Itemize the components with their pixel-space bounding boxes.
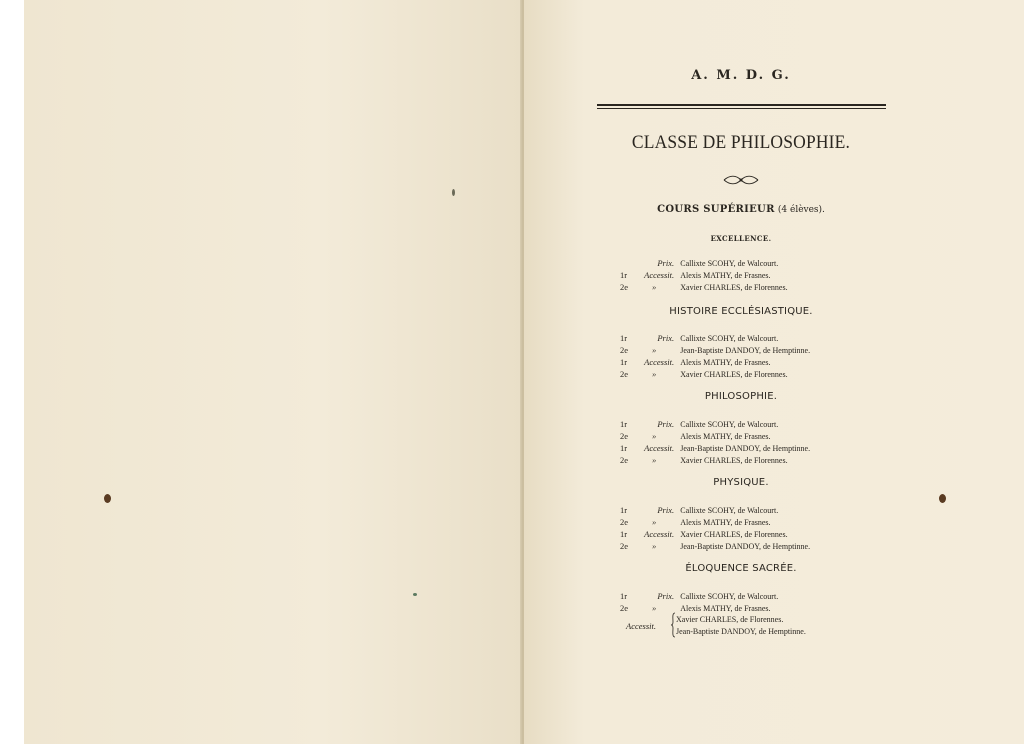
award-type: »: [652, 541, 657, 551]
award-row: [620, 541, 810, 553]
award-type: Prix.: [657, 419, 675, 429]
award-row: [620, 282, 788, 294]
laureate-name: Jean-Baptiste DANDOY, de Hemptinne.: [680, 346, 811, 355]
laureate-name: Jean-Baptiste DANDOY, de Hemptinne.: [676, 627, 806, 636]
rank: 1r: [620, 419, 628, 429]
rank: 2e: [620, 541, 629, 551]
award-type: Accessit.: [644, 443, 675, 453]
award-row: [620, 258, 778, 270]
rank: 1r: [620, 529, 628, 539]
paper-stain: [939, 494, 946, 503]
amdg-heading: A. M. D. G.: [691, 68, 791, 83]
laureate-name: Xavier CHARLES, de Florennes.: [676, 615, 784, 624]
laureate-name: Alexis MATHY, de Frasnes.: [680, 432, 771, 441]
award-row: [620, 333, 778, 345]
laureate-name: Alexis MATHY, de Frasnes.: [680, 604, 771, 613]
laureate-name: Xavier CHARLES, de Florennes.: [680, 456, 788, 465]
rank: 2e: [620, 345, 629, 355]
award-row: [620, 345, 810, 357]
laureate-name: Xavier CHARLES, de Florennes.: [680, 283, 788, 292]
paper-stain: [452, 189, 455, 196]
award-row: [620, 431, 771, 443]
course-heading: [596, 204, 886, 215]
rank: 1r: [620, 443, 628, 453]
award-row: [620, 517, 771, 529]
accessit-label-row: [626, 621, 656, 633]
rank: 1r: [620, 505, 628, 515]
award-type: Accessit.: [644, 357, 675, 367]
left-page: [24, 0, 522, 744]
award-type: Accessit.: [644, 529, 675, 539]
award-type: »: [652, 282, 657, 292]
laureate-name: Jean-Baptiste DANDOY, de Hemptinne.: [680, 444, 811, 453]
award-type: »: [652, 517, 657, 527]
laureate-name: Alexis MATHY, de Frasnes.: [680, 271, 771, 280]
rank: 1r: [620, 270, 628, 280]
award-row: [620, 443, 810, 455]
laureate-name: Callixte SCOHY, de Walcourt.: [680, 259, 779, 268]
laureate-name: Callixte SCOHY, de Walcourt.: [680, 506, 779, 515]
section-heading-physique: PHYSIQUE.: [713, 477, 769, 488]
page-title: CLASSE DE PHILOSOPHIE.: [631, 132, 851, 153]
rank: 2e: [620, 603, 629, 613]
header-rule: [597, 104, 886, 106]
award-type: »: [652, 431, 657, 441]
award-row: [620, 505, 778, 517]
award-row: [620, 369, 788, 381]
award-type: Prix.: [657, 258, 675, 268]
rank: 2e: [620, 282, 629, 292]
award-row: [620, 419, 778, 431]
rank: 1r: [620, 357, 628, 367]
award-type: Prix.: [657, 505, 675, 515]
award-row: [676, 626, 806, 638]
award-row: [620, 270, 771, 282]
course-name: COURS SUPÉRIEUR: [657, 204, 775, 215]
section-heading-histoire: HISTOIRE ECCLÉSIASTIQUE.: [669, 306, 813, 317]
award-row: [620, 591, 778, 603]
rank: 2e: [620, 455, 629, 465]
paper-stain: [413, 593, 417, 596]
section-heading-eloquence: ÉLOQUENCE SACRÉE.: [685, 563, 797, 574]
award-row: [620, 529, 788, 541]
award-type: »: [652, 455, 657, 465]
rank: 2e: [620, 517, 629, 527]
laureate-name: Xavier CHARLES, de Florennes.: [680, 370, 788, 379]
scan-margin: [0, 0, 24, 744]
award-type: Prix.: [657, 333, 675, 343]
laureate-name: Alexis MATHY, de Frasnes.: [680, 518, 771, 527]
award-row: [676, 614, 783, 626]
award-row: [620, 455, 788, 467]
laureate-name: Callixte SCOHY, de Walcourt.: [680, 592, 779, 601]
laureate-name: Xavier CHARLES, de Florennes.: [680, 530, 788, 539]
award-type: Accessit.: [626, 621, 656, 631]
header-rule-thin: [597, 108, 886, 109]
rank: 2e: [620, 431, 629, 441]
section-heading-philosophie: PHILOSOPHIE.: [704, 391, 778, 402]
laureate-name: Jean-Baptiste DANDOY, de Hemptinne.: [680, 542, 811, 551]
award-type: »: [652, 603, 657, 613]
laureate-name: Callixte SCOHY, de Walcourt.: [680, 334, 779, 343]
award-type: Accessit.: [644, 270, 675, 280]
section-heading-excellence: EXCELLENCE.: [710, 234, 772, 243]
ornament-icon: [722, 173, 760, 187]
paper-stain: [104, 494, 111, 503]
award-row: [620, 357, 771, 369]
award-type: »: [652, 369, 657, 379]
course-count: (4 élèves).: [777, 205, 825, 215]
laureate-name: Alexis MATHY, de Frasnes.: [680, 358, 771, 367]
rank: 1r: [620, 591, 628, 601]
award-type: Prix.: [657, 591, 675, 601]
award-type: »: [652, 345, 657, 355]
laureate-name: Callixte SCOHY, de Walcourt.: [680, 420, 779, 429]
rank: 2e: [620, 369, 629, 379]
rank: 1r: [620, 333, 628, 343]
